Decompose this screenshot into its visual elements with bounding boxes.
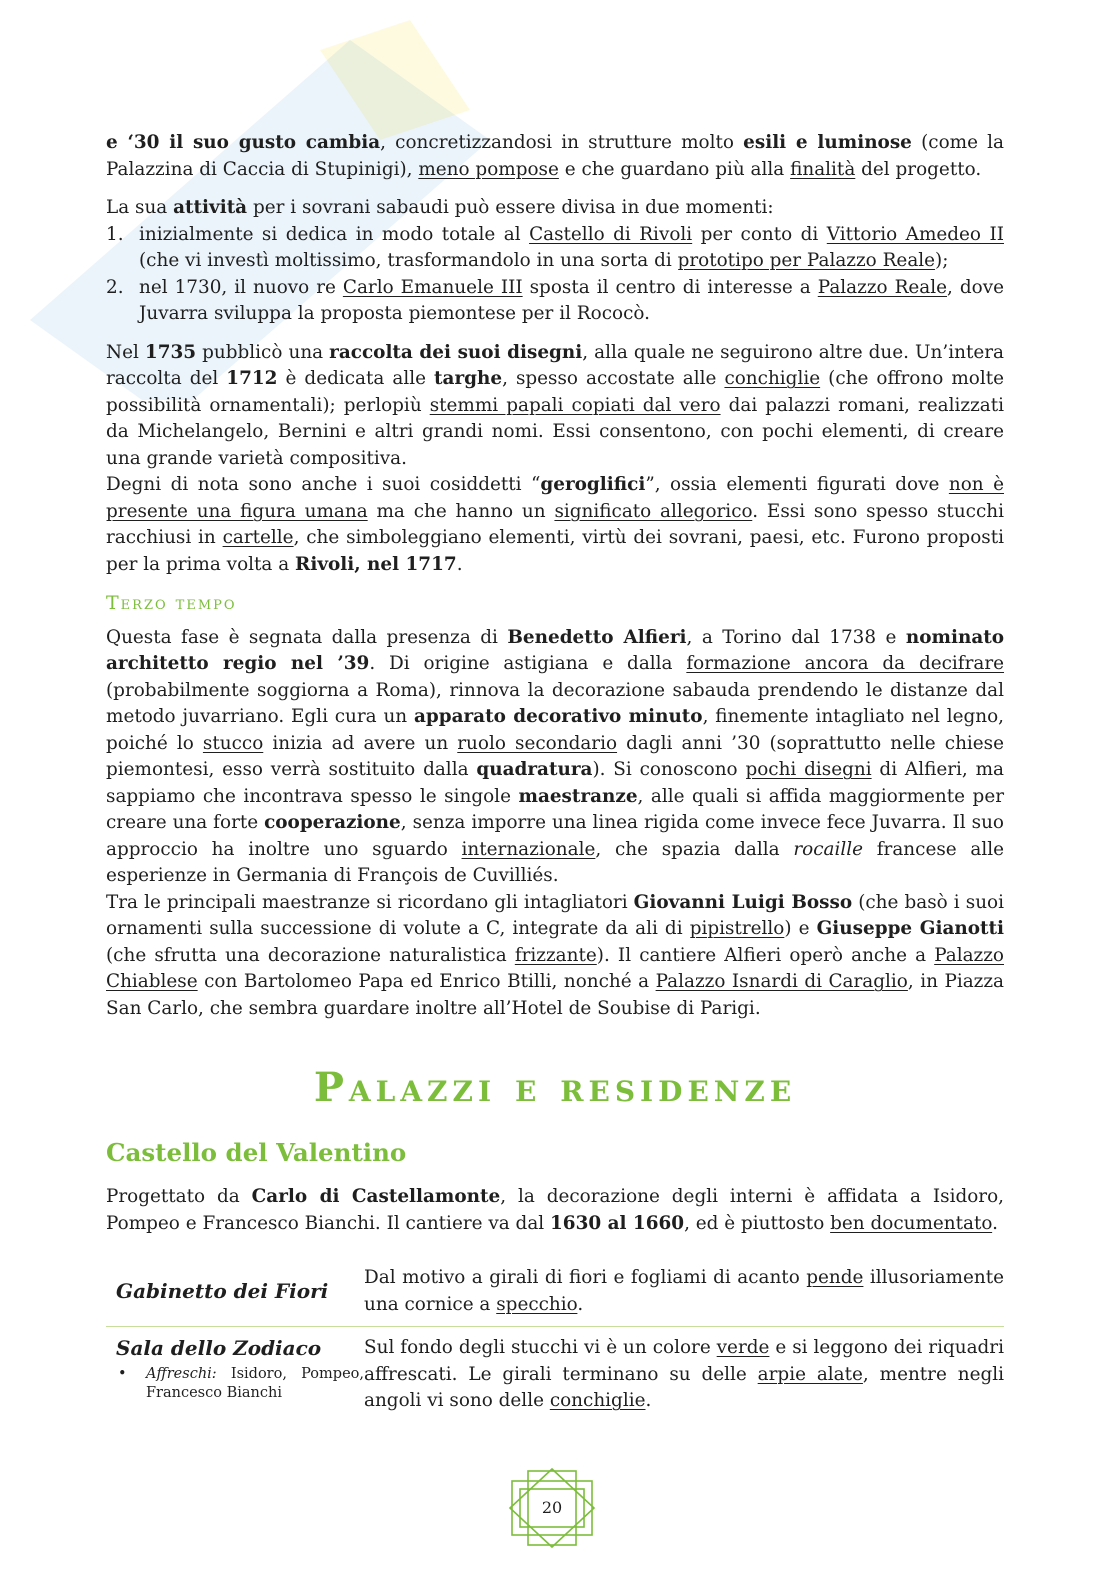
numbered-list: [106, 222, 1004, 328]
intro-paragraph-2: La sua attività per i sovrani sabaudi può essere divisa in due momenti:: [106, 197, 774, 218]
page-number: 20: [541, 1498, 563, 1517]
room-description: Dal motivo a girali di fiori e fogliami di acanto pende illusoriamente una cornice a specchio.: [364, 1257, 1004, 1327]
table-row: [106, 1327, 1004, 1423]
bullet-icon: •: [118, 1366, 127, 1382]
intro-paragraph-4: Degni di nota sono anche i suoi cosiddetti “geroglifici”, ossia elementi figurati dove non è presente una figura umana ma che hanno un significato allegorico. Essi sono spesso stucchi racchiusi in cartelle, che simboleggiano elementi, virtù dei sovrani, paesi, etc. Furono proposti per la prima volta a Rivoli, nel 1717.: [106, 474, 1004, 575]
page-content: [106, 130, 1004, 1423]
intro-paragraph-3: Nel 1735 pubblicò una raccolta dei suoi disegni, alla quale ne seguirono altre due. Un’intera raccolta del 1712 è dedicata alle targhe, spesso accostate alle conchiglie (che offrono molte possibilità ornamentali); perlopiù stemmi papali copiati dal vero dai palazzi romani, realizzati da Michelangelo, Bernini e altri grandi nomi. Essi consentono, con pochi elementi, di creare una grande varietà compositiva.: [106, 341, 1005, 469]
terzo-paragraph-2: Tra le principali maestranze si ricordano gli intagliatori Giovanni Luigi Bosso (che basò i suoi ornamenti sulla successione di volute a C, integrate da ali di pipistrello) e Giuseppe Gianotti (che sfrutta una decorazione naturalistica frizzante). Il cantiere Alfieri operò anche a Palazzo Chiablese con Bartolomeo Papa ed Enrico Btilli, nonché a Palazzo Isnardi di Caraglio, in Piazza San Carlo, che sembra guardare inoltre all’Hotel de Soubise di Parigi.: [106, 891, 1005, 1019]
room-label-cell: [106, 1327, 364, 1423]
list-item: 2. nel 1730, il nuovo re Carlo Emanuele III sposta il centro di interesse a Palazzo Reale, dove Juvarra sviluppa la proposta piemontese per il Rococò.: [106, 276, 1004, 324]
rooms-table: [106, 1257, 1004, 1423]
room-name: Gabinetto dei Fiori: [116, 1279, 329, 1303]
list-item: 1. inizialmente si dedica in modo totale al Castello di Rivoli per conto di Vittorio Amedeo II (che vi investì moltissimo, trasformandolo in una sorta di prototipo per Palazzo Reale);: [106, 223, 1004, 271]
room-label-cell: [106, 1257, 364, 1327]
intro-paragraph-1: e ‘30 il suo gusto cambia, concretizzandosi in strutture molto esili e luminose (come la Palazzina di Caccia di Stupinigi), meno pompose e che guardano più alla finalità del progetto.: [106, 132, 1005, 180]
subsection-heading-terzo-tempo: Terzo tempo: [106, 592, 237, 614]
valentino-paragraph: Progettato da Carlo di Castellamonte, la decorazione degli interni è affidata a Isidoro, Pompeo e Francesco Bianchi. Il cantiere va dal 1630 al 1660, ed è piuttosto ben documentato.: [106, 1186, 1005, 1234]
table-row: [106, 1257, 1004, 1327]
room-name: Sala dello Zodiaco: [116, 1336, 322, 1360]
room-description: Sul fondo degli stucchi vi è un colore verde e si leggono dei riquadri affrescati. Le girali terminano su delle arpie alate, mentre negli angoli vi sono delle conchiglie.: [364, 1337, 1004, 1411]
chapter-title: Palazzi e residenze: [313, 1064, 797, 1111]
section-heading-castello-valentino: Castello del Valentino: [106, 1138, 407, 1167]
room-fresco-note: • Affreschi: Isidoro, Pompeo, Francesco Bianchi: [118, 1366, 364, 1401]
terzo-paragraph-1: Questa fase è segnata dalla presenza di Benedetto Alfieri, a Torino dal 1738 e nominato architetto regio nel ’39. Di origine astigiana e dalla formazione ancora da decifrare (probabilmente soggiorna a Roma), rinnova la decorazione sabauda prendendo le distanze dal metodo juvarriano. Egli cura un apparato decorativo minuto, finemente intagliato nel legno, poiché lo stucco inizia ad avere un ruolo secondario dagli anni ’30 (soprattutto nelle chiese piemontesi, esso verrà sostituito dalla quadratura). Si conoscono pochi disegni di Alfieri, ma sappiamo che incontrava spesso le singole maestranze, alle quali si affida maggiormente per creare una forte cooperazione, senza imporre una linea rigida come invece fece Juvarra. Il suo approccio ha inoltre uno sguardo internazionale, che spazia dalla rocaille francese alle esperienze in Germania di François de Cuvilliés.: [106, 626, 1005, 886]
